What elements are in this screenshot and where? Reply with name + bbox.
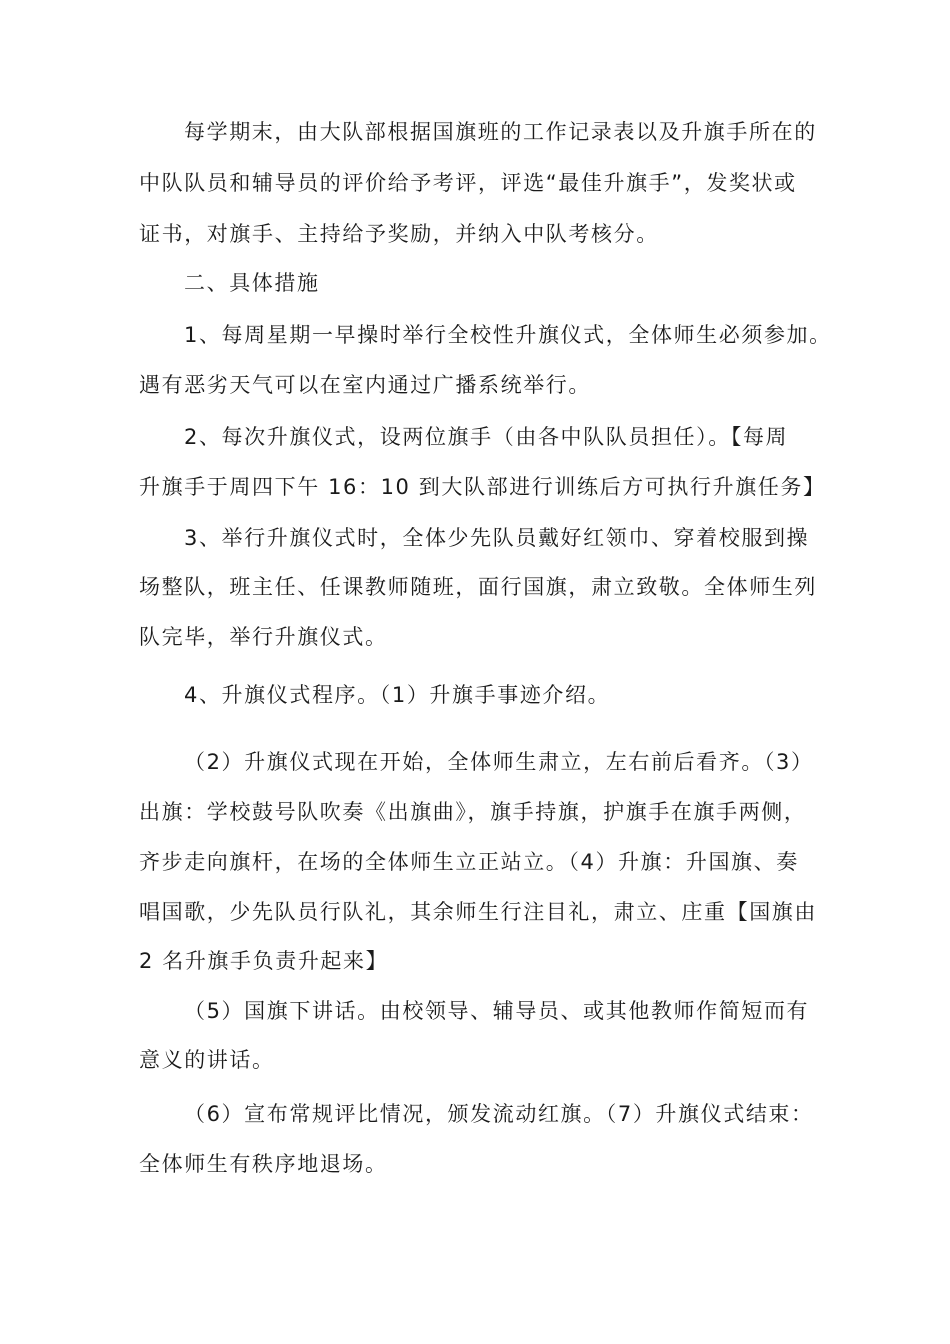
text-line: 唱国歌，少先队员行队礼，其余师生行注目礼，肃立、庄重【国旗由 (139, 900, 817, 924)
text-line: 齐步走向旗杆，在场的全体师生立正站立。（4）升旗：升国旗、奏 (139, 850, 799, 874)
text-line: 中队队员和辅导员的评价给予考评，评选“最佳升旗手”，发奖状或 (139, 171, 797, 195)
text-line: 2、每次升旗仪式，设两位旗手（由各中队队员担任）。【每周 (184, 425, 789, 449)
text-line: （2）升旗仪式现在开始，全体师生肃立，左右前后看齐。（3） (184, 750, 814, 774)
text-line: 意义的讲话。 (139, 1048, 275, 1072)
text-line: 全体师生有秩序地退场。 (139, 1152, 388, 1176)
section-heading: 二、具体措施 (184, 271, 320, 295)
text-line: 每学期末，由大队部根据国旗班的工作记录表以及升旗手所在的 (184, 120, 817, 144)
text-line: （6）宣布常规评比情况，颁发流动红旗。（7）升旗仪式结束： (184, 1102, 814, 1126)
text-line: 1、每周星期一早操时举行全校性升旗仪式，全体师生必须参加。 (184, 323, 832, 347)
text-line: 队完毕，举行升旗仪式。 (139, 625, 388, 649)
text-line: （5）国旗下讲话。由校领导、辅导员、或其他教师作简短而有 (184, 999, 810, 1023)
text-line: 2 名升旗手负责升起来】 (139, 949, 389, 973)
text-line: 证书，对旗手、主持给予奖励，并纳入中队考核分。 (139, 222, 659, 246)
text-line: 出旗：学校鼓号队吹奏《出旗曲》，旗手持旗，护旗手在旗手两侧， (139, 800, 807, 824)
text-line: 4、升旗仪式程序。（1）升旗手事迹介绍。 (184, 683, 611, 707)
text-line: 场整队，班主任、任课教师随班，面行国旗，肃立致敬。全体师生列 (139, 575, 817, 599)
text-line: 3、举行升旗仪式时，全体少先队员戴好红领巾、穿着校服到操 (184, 526, 810, 550)
text-line: 遇有恶劣天气可以在室内通过广播系统举行。 (139, 373, 591, 397)
text-line: 升旗手于周四下午 16：10 到大队部进行训练后方可执行升旗任务】 (139, 475, 826, 499)
